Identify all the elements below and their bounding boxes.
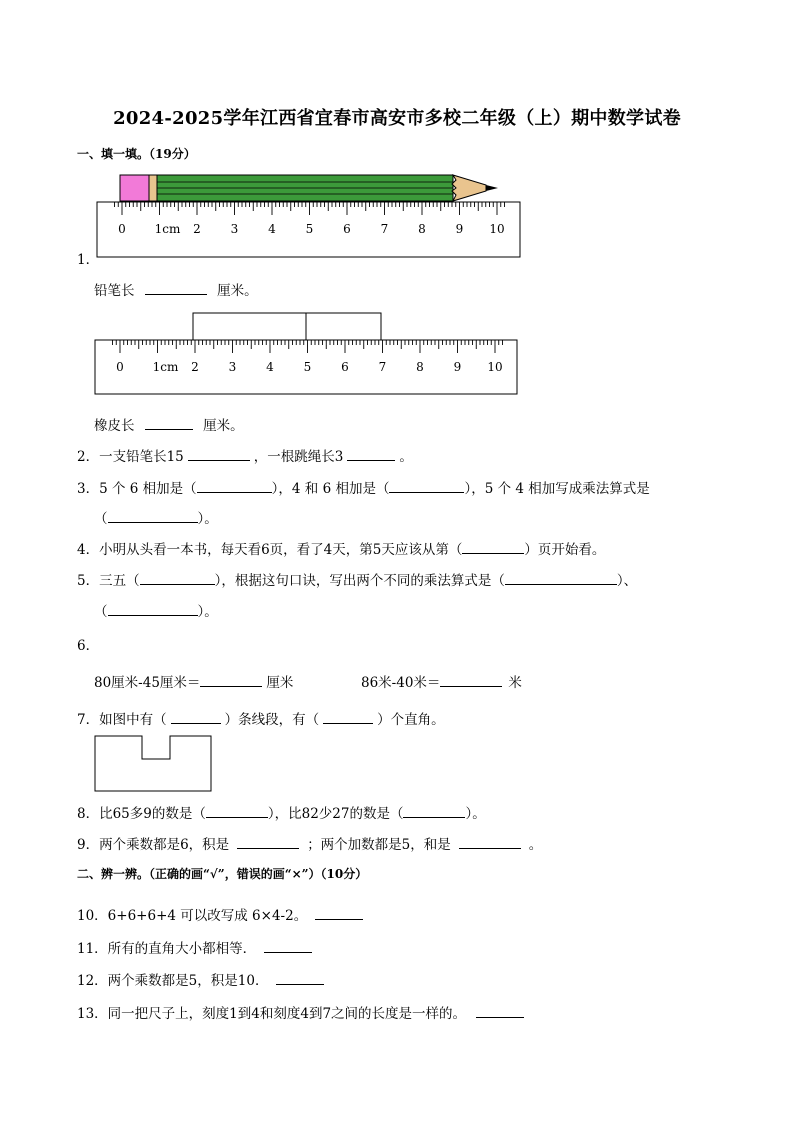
ruler-label: 1cm xyxy=(154,222,181,236)
q7-text-c: ）个直角。 xyxy=(377,712,445,728)
q10-text: 10．6+6+6+4 可以改写成 6×4-2。 xyxy=(77,908,308,924)
q9-text-a: 9．两个乘数都是6，积是 xyxy=(77,837,230,853)
q9-blank-1[interactable] xyxy=(237,834,299,849)
section-2-heading: 二、辨一辨。（正确的画“√”，错误的画“×”）（10分） xyxy=(77,867,368,881)
question-4 xyxy=(77,538,605,558)
q9-text-b: ；两个加数都是5，和是 xyxy=(307,837,451,853)
q3-blank-1[interactable] xyxy=(197,478,272,493)
q2-blank-2[interactable] xyxy=(347,446,395,461)
ruler-label: 8 xyxy=(416,360,424,374)
q3-text-d: （ xyxy=(94,511,108,527)
ruler-label: 9 xyxy=(453,360,462,374)
question-3-line-2 xyxy=(94,507,218,527)
q6-left-text: 80厘米-45厘米＝ xyxy=(94,675,201,691)
q7-blank-1[interactable] xyxy=(171,709,221,724)
q5-text-b: ），根据这句口诀，写出两个不同的乘法算式是（ xyxy=(214,573,505,589)
q8-blank-1[interactable] xyxy=(206,803,268,818)
ruler-label: 0 xyxy=(118,222,126,236)
q7-text-b: ）条线段，有（ xyxy=(224,712,320,728)
question-9 xyxy=(77,833,542,853)
q2-text-c: 。 xyxy=(399,449,413,465)
question-13 xyxy=(77,1002,524,1022)
q5-blank-2[interactable] xyxy=(505,570,617,585)
q3-blank-2[interactable] xyxy=(389,478,464,493)
question-3-line-1 xyxy=(77,477,650,497)
ruler-2-labels xyxy=(116,360,502,374)
q5-blank-1[interactable] xyxy=(140,570,215,585)
q4-text-b: ）页开始看。 xyxy=(524,542,606,558)
ruler-label: 0 xyxy=(116,360,124,374)
ruler-label: 8 xyxy=(418,222,426,236)
q12-blank[interactable] xyxy=(276,970,324,985)
q5-text-a: 5．三五（ xyxy=(77,573,140,589)
q2-blank-1[interactable] xyxy=(188,446,250,461)
q5-text-c: ）、 xyxy=(616,573,638,589)
q6-left xyxy=(94,671,293,691)
q8-text-a: 8．比65多9的数是（ xyxy=(77,806,206,822)
q7-text-a: 7．如图中有（ xyxy=(77,712,167,728)
question-11 xyxy=(77,937,312,957)
ruler-label: 3 xyxy=(228,360,237,374)
q6-right-text: 86米-40米＝ xyxy=(361,675,441,691)
ruler-label: 5 xyxy=(303,360,312,374)
q1-pencil-text: 铅笔长 xyxy=(94,283,135,299)
q2-text-b: ，一根跳绳长3 xyxy=(253,449,344,465)
ruler-1-labels xyxy=(118,222,504,236)
q1-eraser-unit: 厘米。 xyxy=(203,418,244,434)
ruler-label: 2 xyxy=(191,360,199,374)
question-12 xyxy=(77,969,324,989)
q13-blank[interactable] xyxy=(476,1003,524,1018)
q2-text-a: 2．一支铅笔长15 xyxy=(77,449,184,465)
ruler-label: 5 xyxy=(305,222,314,236)
q6-right xyxy=(361,671,522,691)
q4-text-a: 4．小明从头看一本书，每天看6页，看了4天，第5天应该从第（ xyxy=(77,542,463,558)
ruler-label: 4 xyxy=(266,360,274,374)
ruler-label: 9 xyxy=(455,222,464,236)
q13-text: 13．同一把尺子上，刻度1到4和刻度4到7之间的长度是一样的。 xyxy=(77,1006,467,1022)
ruler-label: 1cm xyxy=(152,360,179,374)
q1-eraser-line xyxy=(94,414,244,434)
q8-blank-2[interactable] xyxy=(403,803,465,818)
q4-blank[interactable] xyxy=(462,539,524,554)
question-5-line-2 xyxy=(94,600,218,620)
q8-text-b: ），比82少27的数是（ xyxy=(267,806,404,822)
ruler-label: 10 xyxy=(487,360,503,374)
ruler-label: 3 xyxy=(230,222,239,236)
q6-number: 6． xyxy=(77,638,100,654)
q1-number: 1． xyxy=(77,252,100,268)
q1-pencil-answer-blank[interactable] xyxy=(145,280,207,295)
ruler-1-ticks xyxy=(115,202,505,215)
q8-text-c: ）。 xyxy=(465,806,486,822)
q1-eraser-answer-blank[interactable] xyxy=(145,415,193,430)
q3-blank-3[interactable] xyxy=(108,508,198,523)
q3-text-c: ），5 个 4 相加写成乘法算式是 xyxy=(464,481,650,497)
question-10 xyxy=(77,904,363,924)
q5-text-d: （ xyxy=(94,604,108,620)
ruler-label: 7 xyxy=(378,360,387,374)
ruler-label: 6 xyxy=(341,360,349,374)
q9-blank-2[interactable] xyxy=(459,834,521,849)
question-2 xyxy=(77,445,413,465)
question-7 xyxy=(77,708,445,728)
q11-text: 11．所有的直角大小都相等． xyxy=(77,941,257,957)
question-8 xyxy=(77,802,486,822)
ruler-label: 10 xyxy=(489,222,505,236)
q6-right-blank[interactable] xyxy=(440,672,502,687)
pencil-illustration xyxy=(120,175,498,201)
q1-pencil-line xyxy=(94,279,258,299)
q3-text-b: ），4 和 6 相加是（ xyxy=(271,481,390,497)
q6-left-unit: 厘米 xyxy=(266,675,294,691)
ruler-label: 7 xyxy=(380,222,389,236)
q1-pencil-unit: 厘米。 xyxy=(217,283,258,299)
q11-blank[interactable] xyxy=(264,938,312,953)
page-title: 2024-2025学年江西省宜春市高安市多校二年级（上）期中数学试卷 xyxy=(113,108,681,129)
ruler-label: 2 xyxy=(193,222,201,236)
ruler-label: 4 xyxy=(268,222,276,236)
ruler-2-ticks xyxy=(113,340,503,353)
q5-text-e: ）。 xyxy=(197,604,218,620)
q9-text-c: 。 xyxy=(528,837,543,853)
q5-blank-3[interactable] xyxy=(108,601,198,616)
ruler-label: 6 xyxy=(343,222,351,236)
q1-eraser-text: 橡皮长 xyxy=(94,418,135,434)
q6-left-blank[interactable] xyxy=(200,672,262,687)
section-1-heading: 一、填一填。（19分） xyxy=(77,147,196,161)
q7-blank-2[interactable] xyxy=(323,709,373,724)
q3-text-a: 3．5 个 6 相加是（ xyxy=(77,481,197,497)
q12-text: 12．两个乘数都是5，积是10． xyxy=(77,973,269,989)
q3-text-e: ）。 xyxy=(197,511,218,527)
question-5-line-1 xyxy=(77,569,637,589)
q6-right-unit: 米 xyxy=(508,675,522,691)
q10-blank[interactable] xyxy=(315,905,363,920)
eraser-illustration xyxy=(193,313,381,340)
